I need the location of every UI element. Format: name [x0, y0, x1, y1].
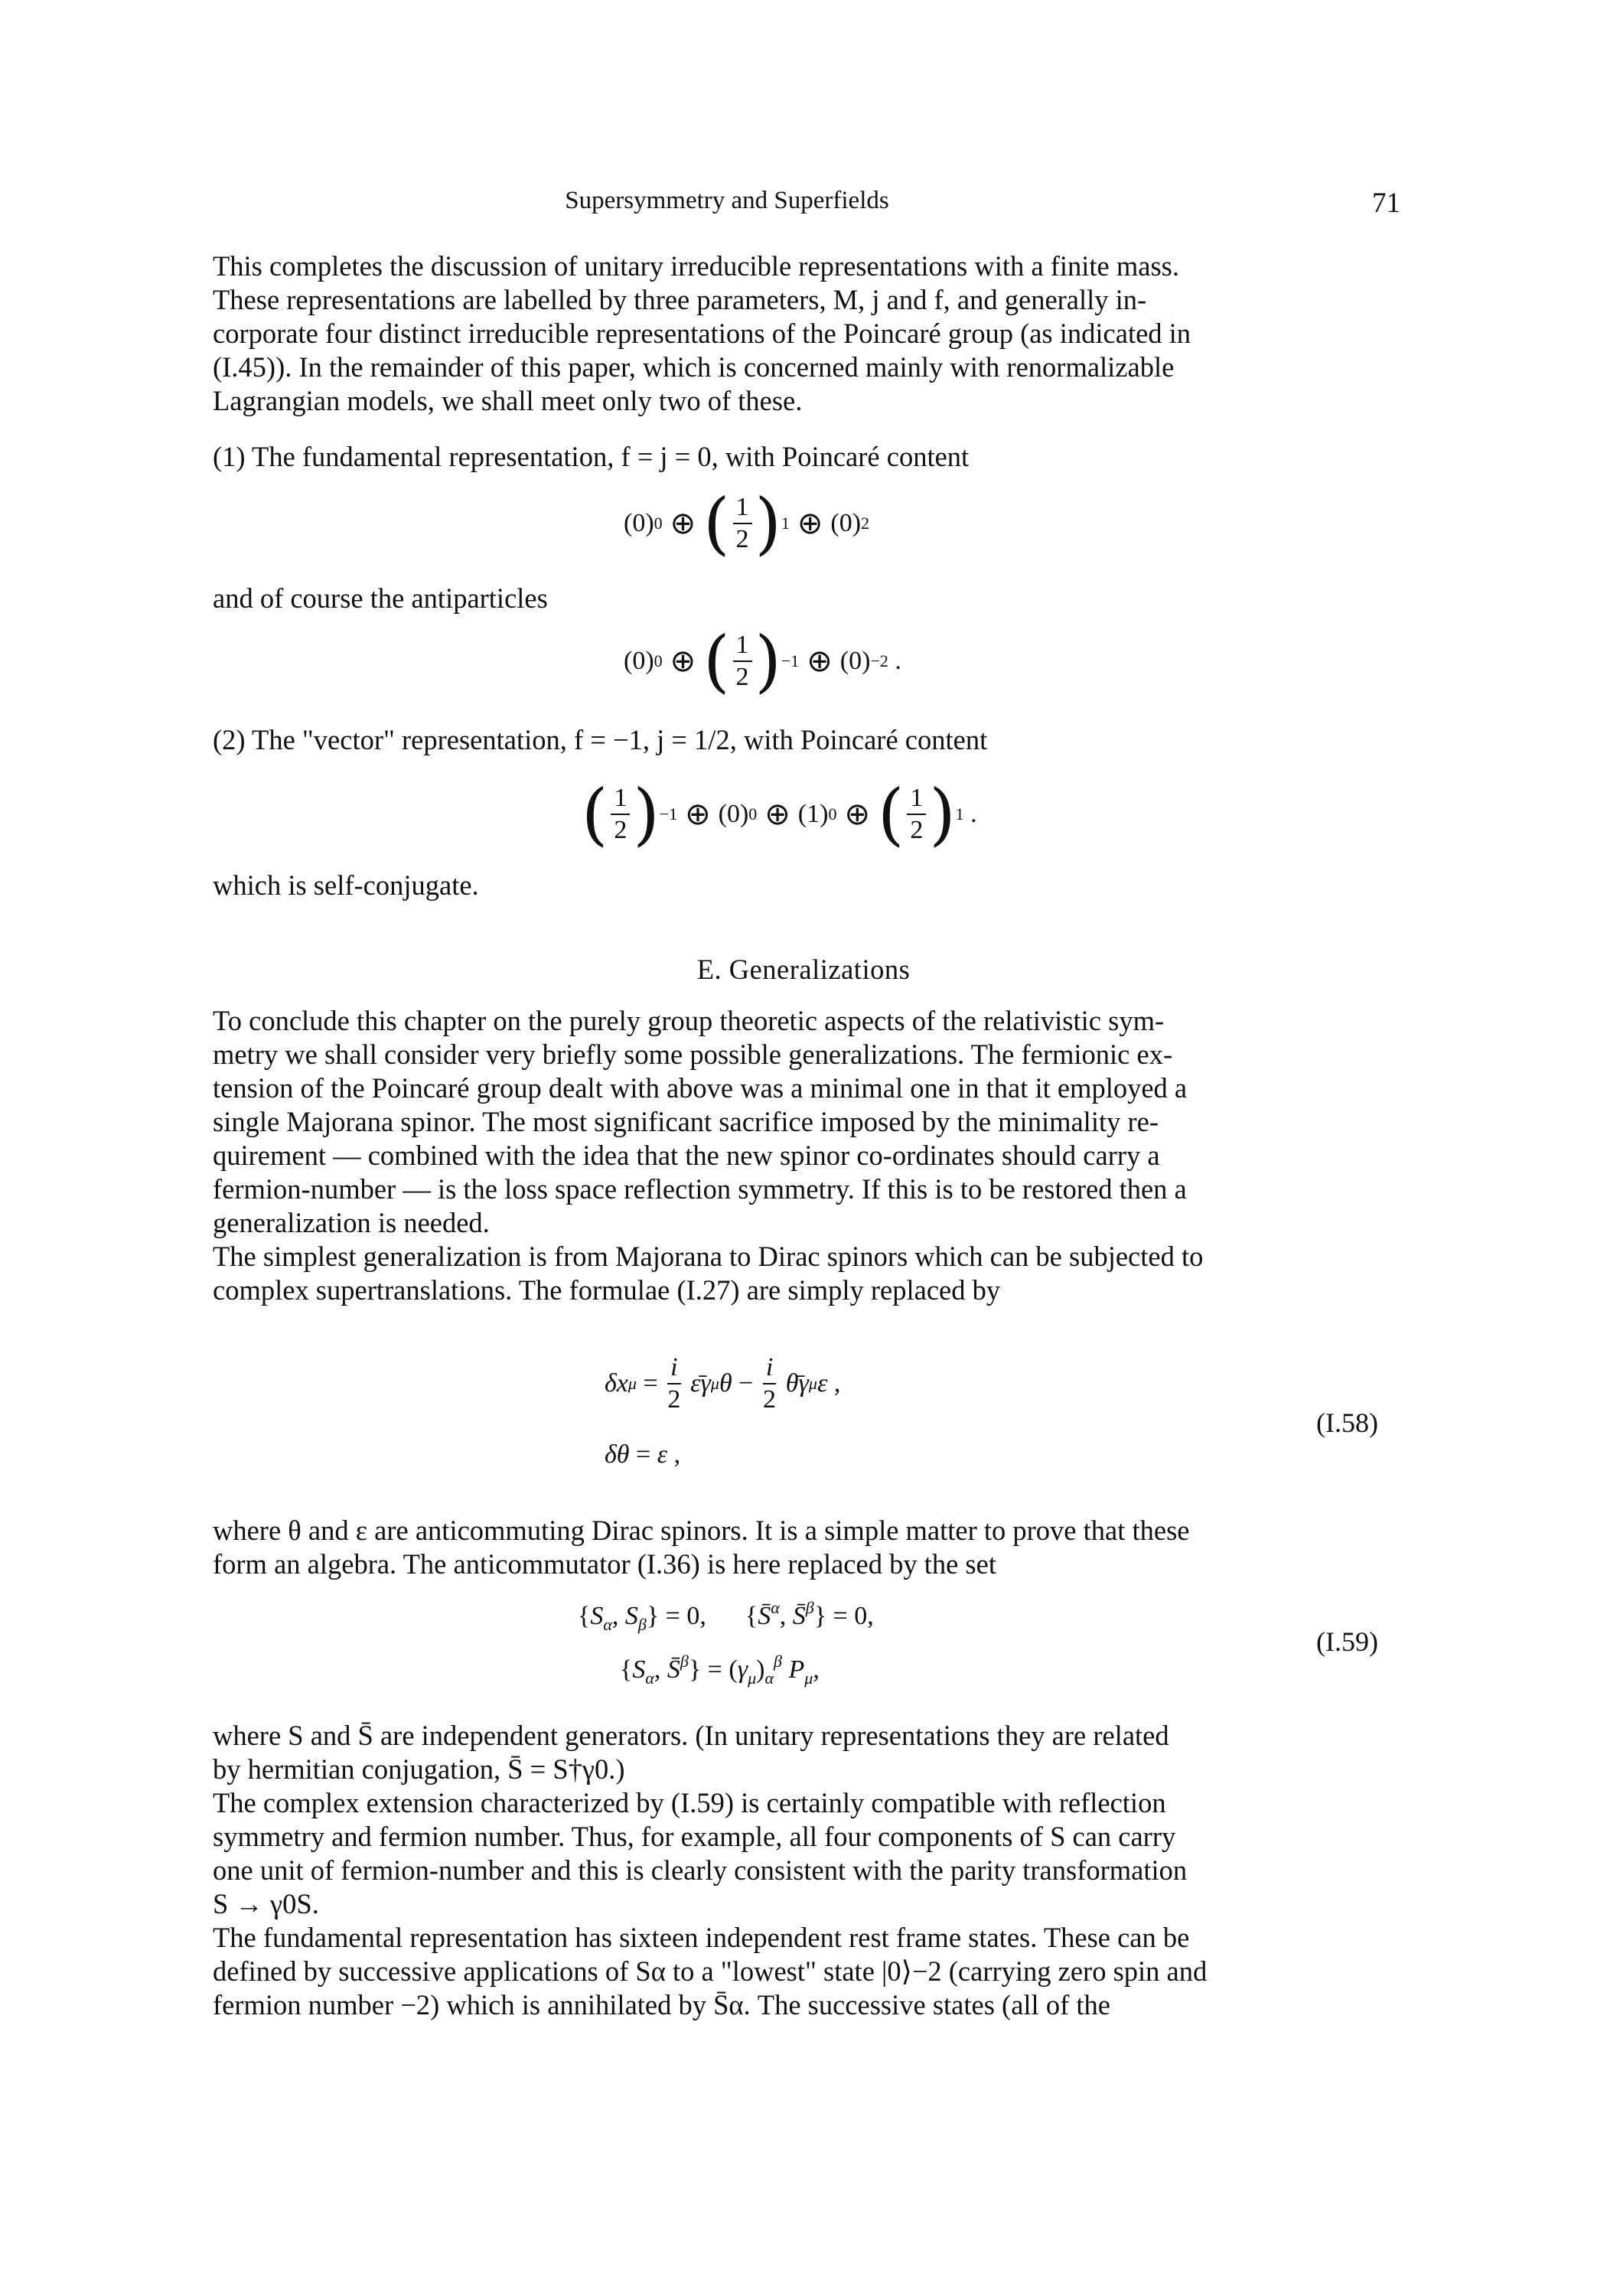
equation-anticommutator-2: {$S_\alpha$, S̄$^\beta$} = $(\gamma_\mu)_\alpha^\beta$ $P_\mu$, — [620, 1652, 820, 1688]
equation-vector-content: ( $\frac{1}{2}$ ) −1 ⊕ (0) 0 ⊕ (1) 0 ⊕ ( $\frac{1}{2}$ ) 1 . — [582, 775, 977, 853]
text-line: quirement — combined with the idea that the new spinor co-ordinates should carry a — [213, 1140, 1160, 1171]
text-line: corporate four distinct irreducible representations of the Poincaré group (as indicated in — [213, 318, 1191, 349]
text-line: The fundamental representation has sixteen independent rest frame states. These can be — [213, 1922, 1190, 1953]
text-line: where S and S̄ are independent generators. (In unitary representations they are related — [213, 1720, 1169, 1751]
text-line: defined by successive applications of Sα to a "lowest" state |0⟩−2 (carrying zero spin and — [213, 1955, 1208, 1987]
text-line: This completes the discussion of unitary irreducible representations with a finite mass. — [213, 250, 1179, 282]
text-line: by hermitian conjugation, S̄ = S†γ0.) — [213, 1753, 625, 1785]
text-line: fermion number −2) which is annihilated by S̄α. The successive states (all of the — [213, 1989, 1110, 2020]
text-line: These representations are labelled by three parameters, M, j and f, and generally in- — [213, 284, 1147, 315]
text-line: metry we shall consider very briefly some possible generalizations. The fermionic ex- — [213, 1039, 1173, 1070]
text-line: where θ and ε are anticommuting Dirac spinors. It is a simple matter to prove that these — [213, 1515, 1190, 1546]
text-line: S → γ0S. — [213, 1888, 319, 1919]
equation-anticommutator-1: {$S_\alpha$, $S_\beta\} = 0$, {S̄$^\alpha$, S̄$^\beta$} = 0, — [578, 1598, 874, 1634]
equation-number: (I.58) — [1316, 1407, 1378, 1438]
text-line: generalization is needed. — [213, 1207, 490, 1238]
equation-delta-x: δx μ = $\frac{i}{2}$ ε̄γ μ θ − $\frac{i}{2}$ θ̄γ μ ε , — [605, 1353, 841, 1414]
equation-antiparticle-content: (0) 0 ⊕ ( $\frac{1}{2}$ ) −1 ⊕ (0) −2 . — [624, 621, 901, 700]
text-line: one unit of fermion-number and this is clearly consistent with the parity transformation — [213, 1854, 1188, 1886]
text-line: The complex extension characterized by (I.59) is certainly compatible with reflection — [213, 1787, 1166, 1818]
paragraph-intro — [213, 249, 1395, 418]
page-header — [0, 187, 1607, 225]
text-line: single Majorana spinor. The most significant sacrifice imposed by the minimality re- — [213, 1106, 1159, 1137]
text-line: complex supertranslations. The formulae (I.27) are simply replaced by — [213, 1274, 1001, 1306]
running-title: Supersymmetry and Superfields — [565, 187, 889, 214]
text-line: form an algebra. The anticommutator (I.36) is here replaced by the set — [213, 1548, 996, 1580]
equation-delta-theta: δθ = ε , — [605, 1440, 681, 1469]
text-line: tension of the Poincaré group dealt with above was a minimal one in that it employed a — [213, 1072, 1188, 1104]
text-line: To conclude this chapter on the purely group theoretic aspects of the relativistic sym- — [213, 1005, 1165, 1036]
equation-fundamental-content: (0) 0 ⊕ ( $\frac{1}{2}$ ) 1 ⊕ (0) 2 — [624, 484, 870, 563]
text-self-conjugate: which is self-conjugate. — [213, 869, 479, 901]
page-number: 71 — [1372, 188, 1400, 219]
text-antiparticles: and of course the antiparticles — [213, 582, 548, 614]
section-title: E. Generalizations — [696, 954, 911, 985]
list-item-fundamental: (1) The fundamental representation, f = j = 0, with Poincaré content — [213, 441, 970, 472]
paragraph-where-s — [213, 1719, 1395, 2022]
paragraph-where-theta — [213, 1514, 1395, 1581]
text-line: Lagrangian models, we shall meet only two of these. — [213, 385, 803, 416]
text-line: The simplest generalization is from Majorana to Dirac spinors which can be subjected to — [213, 1241, 1204, 1272]
list-item-vector: (2) The "vector" representation, f = −1, j = 1/2, with Poincaré content — [213, 724, 988, 755]
text-line: symmetry and fermion number. Thus, for example, all four components of S can carry — [213, 1821, 1176, 1852]
text-line: fermion-number — is the loss space reflection symmetry. If this is to be restored then a — [213, 1173, 1187, 1205]
paragraph-generalizations — [213, 1004, 1395, 1307]
text-line: (I.45)). In the remainder of this paper, which is concerned mainly with renormalizable — [213, 351, 1175, 383]
equation-number: (I.59) — [1316, 1626, 1378, 1657]
